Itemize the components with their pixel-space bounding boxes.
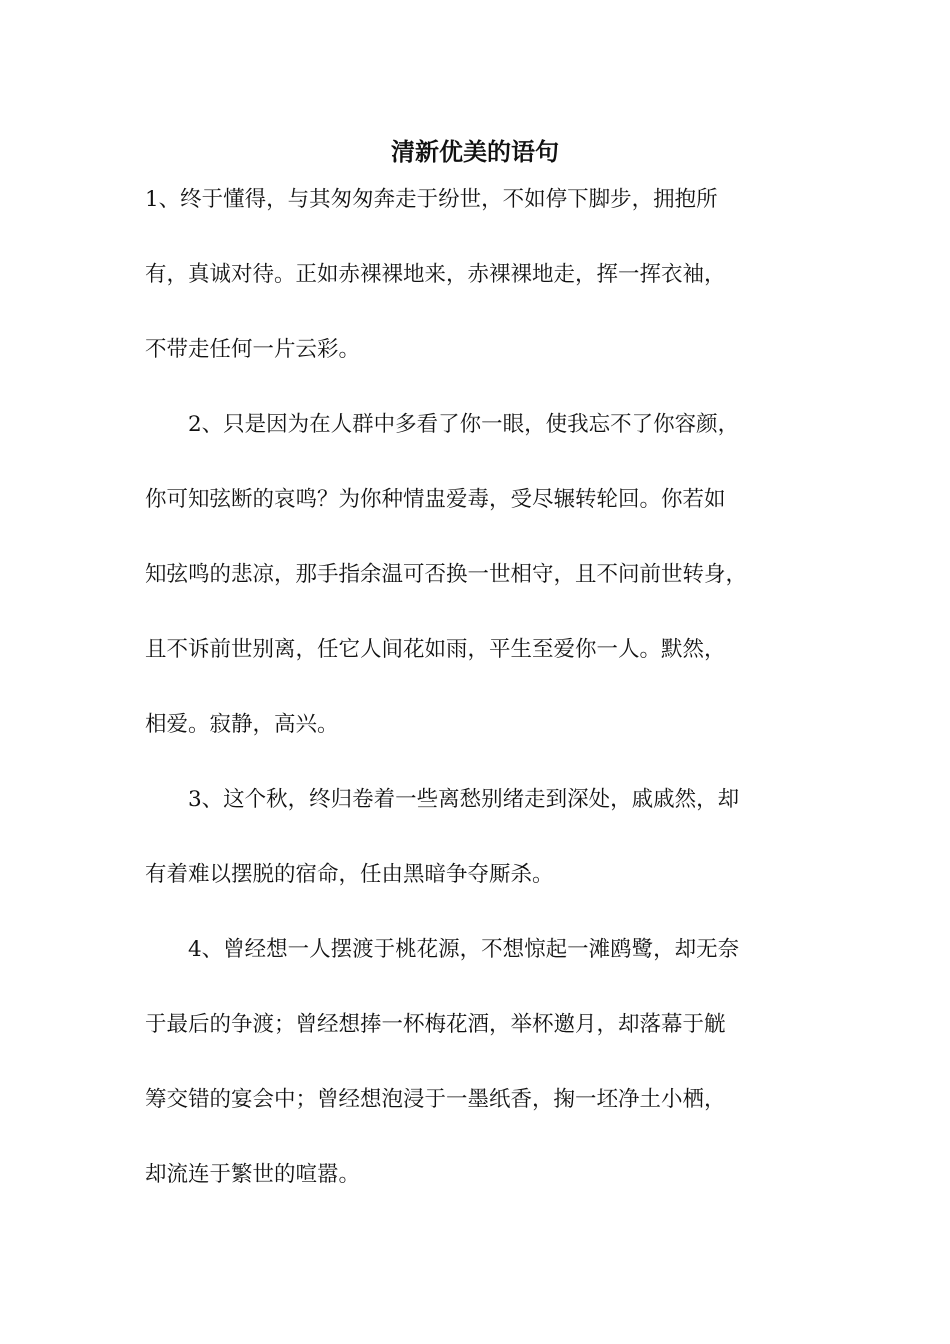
paragraph-3-line-1: 3、这个秋，终归卷着一些离愁别绪走到深处，戚戚然，却 <box>145 787 740 812</box>
paragraph-4-line-1: 4、曾经想一人摆渡于桃花源，不想惊起一滩鸥鹭，却无奈 <box>145 937 740 962</box>
paragraph-4-line-2: 于最后的争渡；曾经想捧一杯梅花酒，举杯邀月，却落幕于觥 <box>145 1012 726 1037</box>
paragraph-2-line-5: 相爱。寂静，高兴。 <box>145 712 339 737</box>
paragraph-4-line-4: 却流连于繁世的喧嚣。 <box>145 1162 361 1187</box>
paragraph-1-line-1: 1、终于懂得，与其匆匆奔走于纷世，不如停下脚步，拥抱所 <box>145 187 718 212</box>
paragraph-2-line-2: 你可知弦断的哀鸣？为你种情盅爱毒，受尽辗转轮回。你若如 <box>145 487 726 512</box>
paragraph-3-line-2: 有着难以摆脱的宿命，任由黑暗争夺厮杀。 <box>145 862 554 887</box>
paragraph-2-line-1: 2、只是因为在人群中多看了你一眼，使我忘不了你容颜， <box>145 412 740 437</box>
paragraph-1-line-3: 不带走任何一片云彩。 <box>145 337 361 362</box>
paragraph-4-line-3: 筹交错的宴会中；曾经想泡浸于一墨纸香，掬一坯净土小栖， <box>145 1087 726 1112</box>
document-title: 清新优美的语句 <box>391 137 559 166</box>
paragraph-2-line-4: 且不诉前世别离，任它人间花如雨，平生至爱你一人。默然， <box>145 637 726 662</box>
paragraph-1-line-2: 有，真诚对待。正如赤裸裸地来，赤裸裸地走，挥一挥衣袖， <box>145 262 726 287</box>
paragraph-2-line-3: 知弦鸣的悲凉，那手指余温可否换一世相守，且不问前世转身， <box>145 562 748 587</box>
